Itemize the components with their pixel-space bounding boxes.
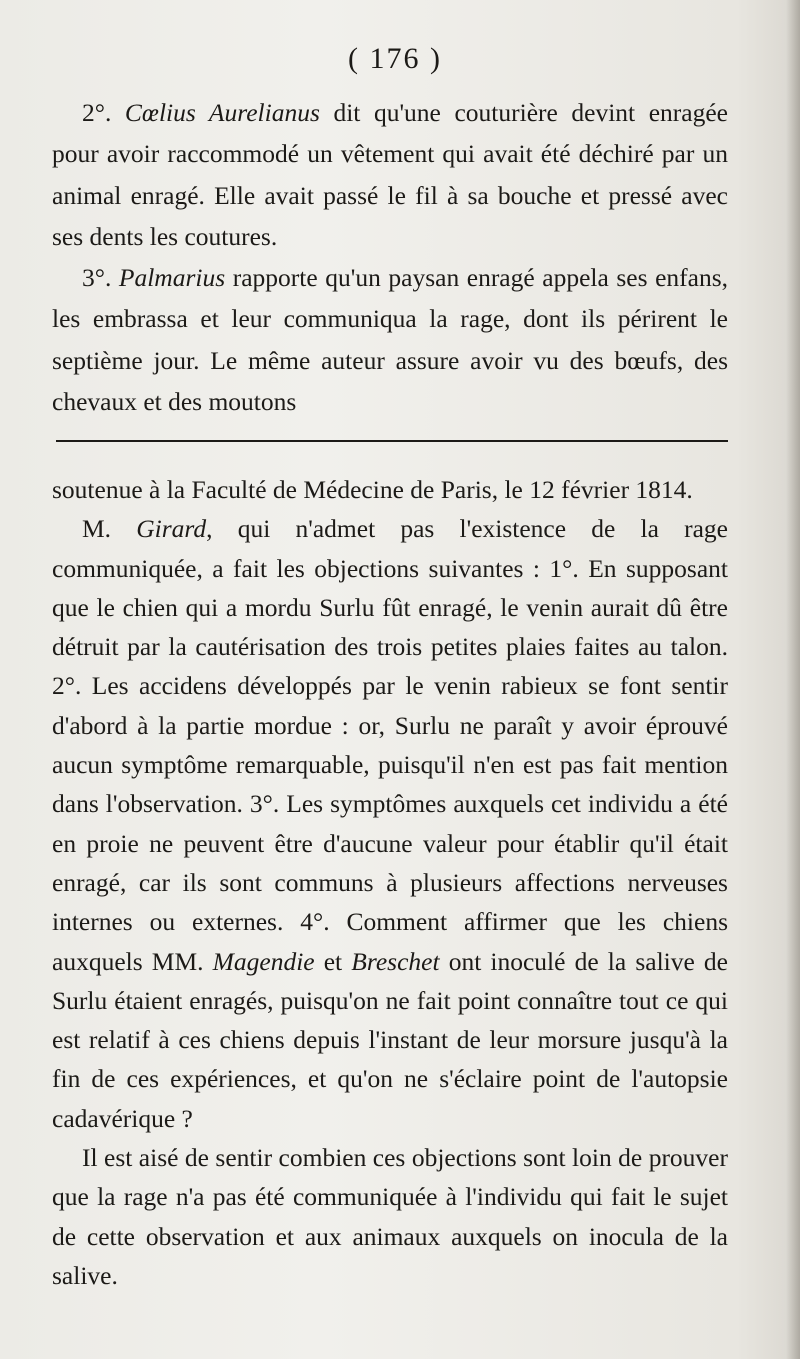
author-name: Palmarius — [118, 263, 226, 293]
paragraph-text: et — [314, 946, 352, 976]
paragraph-palmarius — [52, 257, 728, 422]
page-edge-shadow — [786, 0, 800, 1359]
footnote-text — [52, 470, 728, 1295]
person-name-breschet: Breschet — [351, 946, 440, 976]
paragraph-caelius — [52, 92, 728, 257]
paragraph-number: 3°. — [82, 263, 119, 293]
author-name: Cœlius Aurelianus — [124, 98, 320, 127]
main-text — [52, 92, 728, 422]
person-name-girard: Girard — [136, 514, 207, 544]
paragraph-text: rapporte qu'un paysan enragé appela ses enfans, les embrassa et leur communiqua la rage, dont ils périrent le septième jour. Le même auteur assure avoir vu des bœufs, des chevaux et des moutons — [52, 263, 729, 417]
paragraph-number: 2°. — [82, 98, 125, 127]
paragraph-conclusion: Il est aisé de sentir combien ces objections sont loin de prouver que la rage n'a pas été communiquée à l'individu qui fait le sujet de cette observation et aux animaux auxquels on inocula de la salive. — [52, 1143, 728, 1290]
paragraph-girard-objections — [52, 509, 728, 1138]
footnote-continuation: soutenue à la Faculté de Médecine de Paris, le 12 février 1814. — [52, 475, 693, 504]
paragraph-text: dit qu'une couturière devint enragée pour avoir raccommodé un vêtement qui avait été déchiré par un animal enragé. Elle avait passé le fil à sa bouche et pressé avec ses dents les coutures. — [52, 98, 728, 251]
footnote-separator-rule — [56, 440, 728, 442]
person-name-magendie: Magendie — [212, 946, 315, 976]
page-number: ( 176 ) — [348, 42, 442, 75]
paragraph-text: M. — [82, 514, 137, 544]
paragraph-text: , qui n'admet pas l'existence de la rage communiquée, a fait les objections suivantes : 1°. En supposant que le chien qui a mordu Surlu fût enragé, le venin aurait dû être détruit par la cautérisation des trois petites plaies faites au talon. 2°. Les accidens développés par le venin rabieux se font sentir d'abord à la partie mordue : or, Surlu ne paraît y avoir éprouvé aucun symptôme remarquable, puisqu'il n'en est pas fait mention dans l'observation. 3°. Les symptômes auxquels cet individu a été en proie ne peuvent être d'aucune valeur pour établir qu'il était enragé, car ils sont communs à plusieurs affections nerveuses internes ou externes. 4°. Comment affirmer que les chiens auxquels MM. — [52, 514, 728, 976]
paragraph-text: ont inoculé de la salive de Surlu étaient enragés, puisqu'on ne fait point connaître tout ce qui est relatif à ces chiens depuis l'instant de leur morsure jusqu'à la fin de ces expériences, et qu'on ne s'éclaire point de l'autopsie cadavérique ? — [52, 946, 728, 1133]
